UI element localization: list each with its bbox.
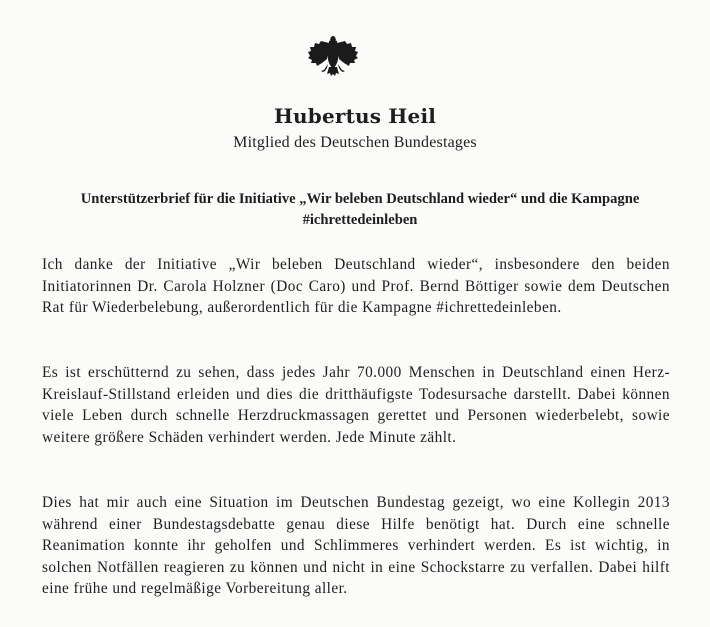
bundesadler-eagle-icon bbox=[307, 34, 359, 84]
letter-paragraph: Dies hat mir auch eine Situation im Deutschen Bundestag gezeigt, wo eine Kollegin 2013 während einer Bundestagsdebatte genau diese Hilfe benötigt hat. Durch eine schnelle Reanimation konnte ihr geholfen und Schlimmeres verhindert werden. Es ist wichtig, in solchen Notfällen reagieren zu können und nicht in eine Schockstarre zu verfallen. Dabei hilft eine frühe und regelmäßige Vorbereitung aller. bbox=[42, 494, 670, 598]
sender-name: Hubertus Heil bbox=[273, 104, 437, 128]
letter-paragraph: Ich danke der Initiative „Wir beleben Deutschland wieder“, insbesondere den beiden Initiatorinnen Dr. Carola Holzner (Doc Caro) und Prof. Bernd Böttiger sowie dem Deutschen Rat für Wiederbelebung, außerordentlich für die Kampagne #ichrettedeinleben. bbox=[42, 256, 670, 317]
letter-title: Unterstützerbrief für die Initiative „Wir beleben Deutschland wieder“ und die Kampagne #ichrettedeinleben bbox=[80, 191, 640, 228]
sender-title: Mitglied des Deutschen Bundestages bbox=[233, 134, 477, 151]
letter-paragraph: Es ist erschütternd zu sehen, dass jedes Jahr 70.000 Menschen in Deutschland einen Herz-Kreislauf-Stillstand erleiden und dies die dritthäufigste Todesursache darstellt. Dabei können viele Leben durch schnelle Herzdruckmassagen gerettet und Personen wiederbelebt, sowie weitere größere Schäden verhindert werden. Jede Minute zählt. bbox=[42, 364, 670, 446]
